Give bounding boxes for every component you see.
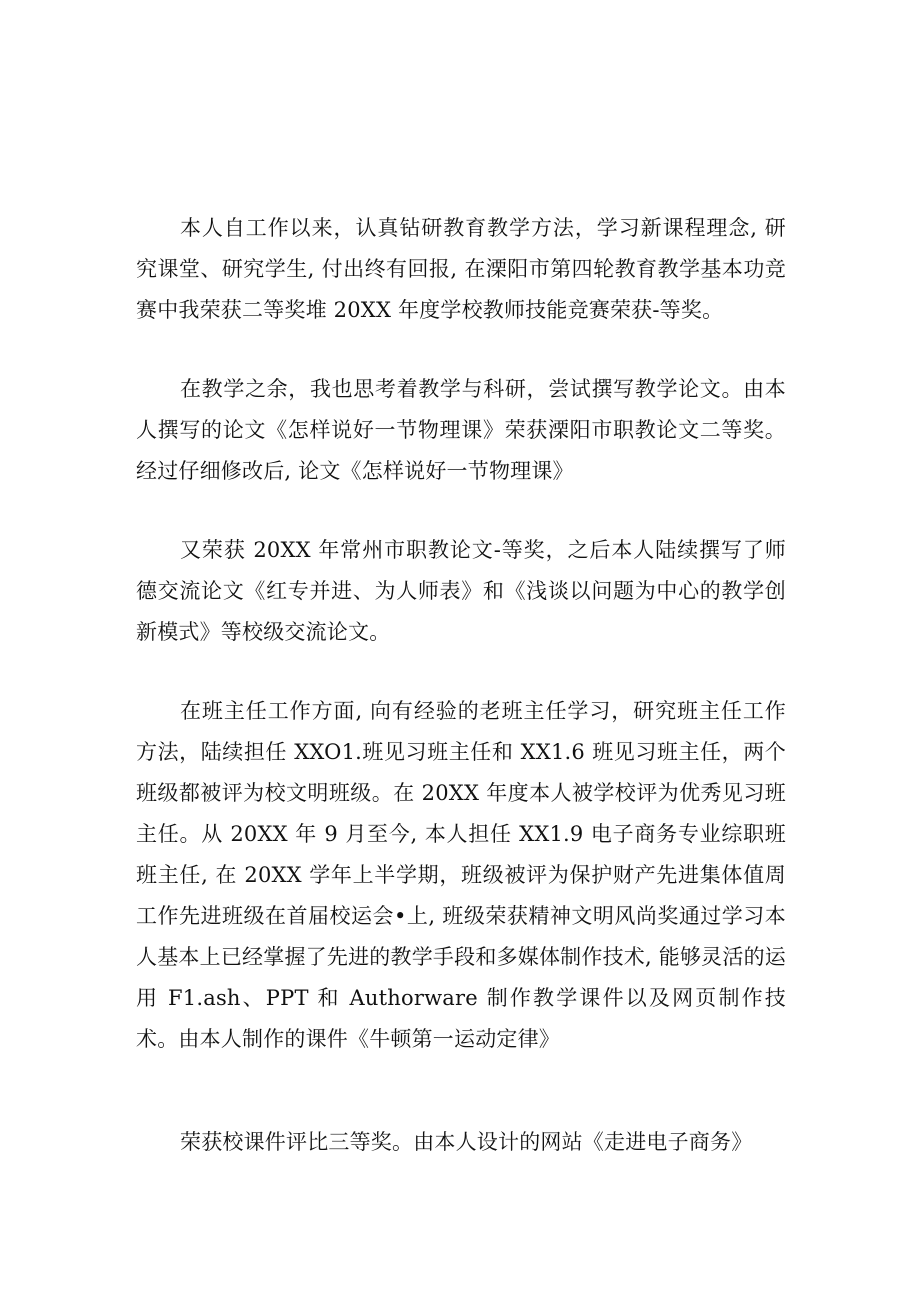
paragraph-courseware-award: 荣获校课件评比三等奖。由本人设计的网站《走进电子商务》 xyxy=(180,1130,753,1154)
paragraph-teaching-research: 本人自工作以来，认真钻研教育教学方法，学习新课程理念, 研究课堂、研究学生, 付出终有回报, 在溧阳市第四轮教育教学基本功竞赛中我荣获二等奖堆 20XX 年度学校教师技能竞赛荣获-等奖。 xyxy=(136,216,786,322)
paragraph-thesis-writing: 在教学之余，我也思考着教学与科研，尝试撰写教学论文。由本人撰写的论文《怎样说好一节物理课》荣获溧阳市职教论文二等奖。经过仔细修改后, 论文《怎样说好一节物理课》 xyxy=(136,377,786,483)
paragraph-class-teacher-work: 在班主任工作方面, 向有经验的老班主任学习，研究班主任工作方法，陆续担任 XXO1.班见习班主任和 XX1.6 班见习班主任，两个班级都被评为校文明班级。在 20XX 年度本人被学校评为优秀见习班主任。从 20XX 年 9 月至今, 本人担任 XX1.9 电子商务专业综职班班主任, 在 20XX 学年上半学期，班级被评为保护财产先进集体值周工作先进班级在首届校运会•上, 班级荣获精神文明风尚奖通过学习本人基本上已经掌握了先进的教学手段和多媒体制作技术, 能够灵活的运用 F1.ash、PPT 和 Authorware 制作教学课件以及网页制作技术。由本人制作的课件《牛顿第一运动定律》 xyxy=(136,699,786,1051)
paragraph-thesis-awards: 又荣获 20XX 年常州市职教论文-等奖，之后本人陆续撰写了师德交流论文《红专并进、为人师表》和《浅谈以问题为中心的教学创新模式》等校级交流论文。 xyxy=(136,538,786,644)
